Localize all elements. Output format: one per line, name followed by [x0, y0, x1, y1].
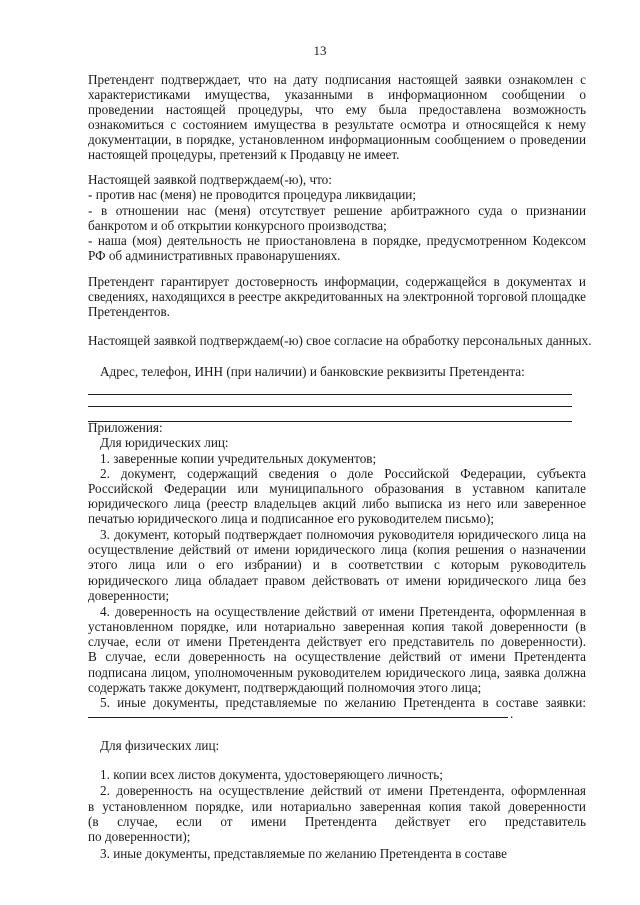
text-line: Адрес, телефон, ИНН (при наличии) и банковские реквизиты Претендента:: [100, 364, 525, 379]
text-line: проведении настоящей процедуры, что ему была предоставлена возможность: [88, 102, 586, 117]
text-line: 3. иные документы, представляемые по желанию Претендента в составе: [100, 846, 508, 861]
text-line: .: [510, 706, 514, 721]
text-line: - против нас (меня) не проводится процедура ликвидации;: [88, 187, 417, 202]
text-line: ознакомиться с состоянием имущества в результате осмотра и относящейся к нему: [88, 117, 586, 132]
text-line: 1. копии всех листов документа, удостоверяющего личность;: [100, 767, 443, 782]
text-line: - наша (моя) деятельность не приостановлена в порядке, предусмотренном Кодексом: [88, 233, 586, 248]
text-line: Приложения:: [88, 420, 163, 435]
text-line: Российской Федерации или муниципального образования в уставном капитале: [88, 481, 586, 496]
text-line: Для юридических лиц:: [100, 435, 229, 450]
text-line: подписана лицом, уполномоченным руководителем юридического лица, заявка должна: [88, 665, 586, 680]
text-line: Настоящей заявкой подтверждаем(-ю), что:: [88, 172, 332, 187]
text-line: содержать также документ, подтверждающий полномочия этого лица;: [88, 680, 482, 695]
text-line: по доверенности);: [88, 829, 191, 844]
text-line: настоящей процедуры, претензий к Продавцу не имеет.: [88, 147, 400, 162]
text-line: юридического лица обладает правом действовать от имени юридического лица без: [88, 573, 586, 588]
text-line: характеристиками имущества, указанными в информационном сообщении о: [88, 87, 586, 102]
text-line: 5. иные документы, представляемые по желанию Претендента в составе заявки:: [100, 695, 586, 710]
text-line: этого лица или о его избрании) и в соответствии с которым руководитель: [88, 557, 586, 572]
text-line: Претендент гарантирует достоверность информации, содержащейся в документах и: [88, 274, 586, 289]
text-line: случае, если от имени Претендента действует его представитель по доверенности).: [88, 634, 586, 649]
page-number: 13: [313, 43, 327, 58]
text-line: 3. документ, который подтверждает полномочия руководителя юридического лица на: [100, 527, 586, 542]
text-line: банкротом и об открытии конкурсного производства;: [88, 218, 387, 233]
text-line: Настоящей заявкой подтверждаем(-ю) свое согласие на обработку персональных данных.: [88, 333, 592, 348]
fill-line-2: [88, 406, 572, 407]
text-line: осуществление действий от имени юридического лица (копия решения о назначении: [88, 542, 586, 557]
text-line: РФ об административных правонарушениях.: [88, 248, 341, 263]
text-line: юридического лица (реестр владельцев акций либо выписка из него или заверенное: [88, 496, 586, 511]
fill-line-1: [88, 394, 572, 395]
text-line: Претендент подтверждает, что на дату подписания настоящей заявки ознакомлен с: [88, 72, 586, 87]
text-line: 4. доверенность на осуществление действий от имени Претендента, оформленная в: [100, 604, 586, 619]
fill-line-3: [88, 421, 572, 422]
fill-line-4: [88, 717, 508, 718]
text-line: установленном порядке, или нотариально заверенная копия такой доверенности (в: [88, 619, 586, 634]
text-line: (в случае, если от имени Претендента действует его представитель: [88, 814, 586, 829]
text-line: В случае, если доверенность на осуществление действий от имени Претендента: [88, 649, 586, 664]
text-line: Для физических лиц:: [100, 738, 220, 753]
text-line: Претендентов.: [88, 304, 170, 319]
text-line: сведениях, находящихся в реестре аккредитованных на электронной торговой площадке: [88, 289, 586, 304]
text-line: 2. документ, содержащий сведения о доле Российской Федерации, субъекта: [100, 466, 586, 481]
text-line: 1. заверенные копии учредительных документов;: [100, 451, 377, 466]
text-line: в установленном порядке, или нотариально заверенная копия такой доверенности: [88, 799, 586, 814]
text-line: - в отношении нас (меня) отсутствует решение арбитражного суда о признании: [88, 203, 586, 218]
text-line: доверенности;: [88, 588, 170, 603]
text-line: печатью юридического лица и подписанное его руководителем письмо);: [88, 511, 495, 526]
text-line: 2. доверенность на осуществление действий от имени Претендента, оформленная: [100, 783, 586, 798]
text-line: документации, в порядке, установленном информационным сообщением о проведении: [88, 132, 586, 147]
